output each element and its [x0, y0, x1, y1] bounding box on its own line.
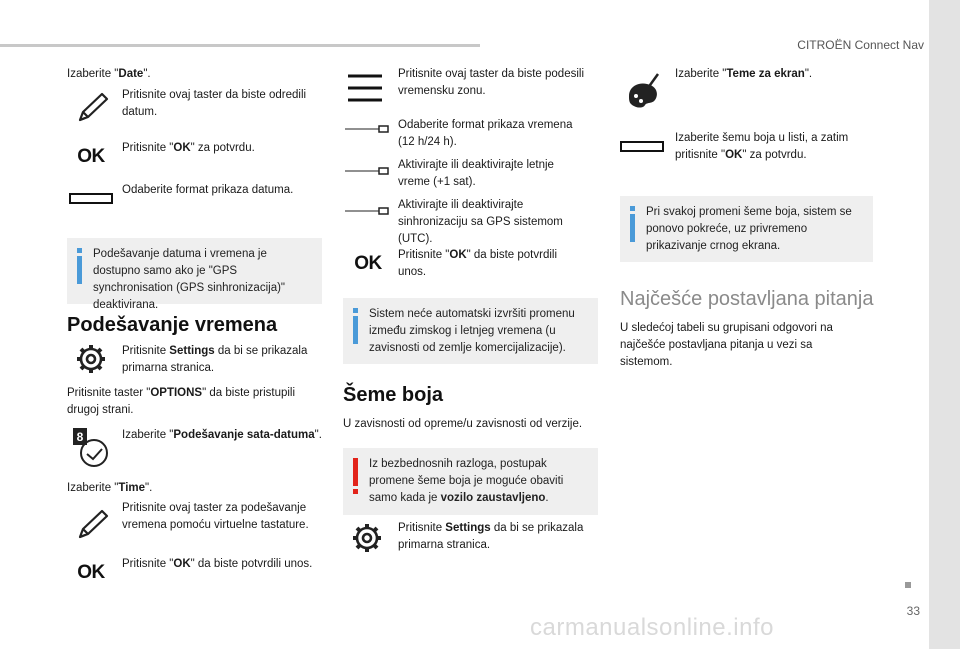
select-date-text: Izaberite "Date".: [67, 68, 151, 80]
section-heading-colors: Šeme boja: [343, 384, 444, 406]
gps-sync-instruction: Aktivirajte ili deaktivirajte sinhronizaciju sa GPS sistemom (UTC).: [398, 199, 563, 245]
gear-icon[interactable]: [349, 521, 385, 555]
info-icon: [353, 308, 363, 362]
select-time-text: Izaberite "Time".: [67, 482, 153, 494]
clock-settings-icon[interactable]: [72, 427, 112, 469]
pen-instruction-time: Pritisnite ovaj taster za podešavanje vremena pomoću virtuelne tastature.: [122, 502, 309, 531]
side-strip: [929, 0, 960, 649]
summer-slider-icon[interactable]: [345, 166, 389, 176]
pen-icon[interactable]: [74, 90, 112, 124]
gear-icon[interactable]: [73, 342, 109, 376]
ok-button-icon[interactable]: OK: [77, 562, 105, 583]
pen-instruction: Pritisnite ovaj taster da biste odredili datum.: [122, 89, 307, 118]
menu-icon[interactable]: [345, 72, 385, 104]
ok-confirm-instruction-2: Pritisnite "OK" da biste potvrdili unos.: [398, 249, 558, 278]
format-toggle-icon[interactable]: [69, 192, 113, 204]
warning-icon: [353, 458, 363, 512]
scheme-info-box: Pri svakoj promeni šeme boja, sistem se ponovo pokreće, uz privremeno prikazivanje crnog ekrana.: [620, 196, 873, 262]
brand-title: CITROËN Connect Nav: [797, 38, 924, 52]
section-heading-time: Podešavanje vremena: [67, 314, 278, 336]
options-instruction: Pritisnite taster "OPTIONS" da biste pristupili drugoj strani.: [67, 387, 296, 416]
page-marker: [905, 582, 911, 588]
select-scheme-instruction: Izaberite šemu boja u listi, a zatim pritisnite "OK" za potvrdu.: [675, 132, 849, 161]
settings-badge: 8: [76, 430, 84, 444]
page-number: 33: [906, 604, 920, 618]
ok-button-icon[interactable]: OK: [354, 253, 382, 274]
pen-icon[interactable]: [74, 507, 112, 541]
format-slider-icon[interactable]: [345, 124, 389, 134]
settings-instruction-2: Pritisnite Settings da bi se prikazala primarna stranica.: [398, 522, 584, 551]
colors-warning-box: Iz bezbednosnih razloga, postupak promene šeme boja je moguće obaviti samo kada je vozilo zaustavljeno.: [343, 448, 598, 515]
date-info-box: Podešavanje datuma i vremena je dostupno samo ako je "GPS synchronisation (GPS sinhronizacija)" deaktivirana.: [67, 238, 322, 304]
watermark: carmanualsonline.info: [530, 614, 774, 641]
section-heading-faq: Najčešće postavljana pitanja: [620, 288, 874, 310]
select-time-settings-text: Izaberite "Podešavanje sata-datuma".: [122, 429, 322, 441]
scheme-list-icon[interactable]: [620, 140, 664, 152]
summer-time-instruction: Aktivirajte ili deaktivirajte letnje vreme (+1 sat).: [398, 159, 554, 188]
gps-slider-icon[interactable]: [345, 206, 389, 216]
settings-instruction: Pritisnite Settings da bi se prikazala primarna stranica.: [122, 345, 308, 374]
ok-button-icon[interactable]: OK: [77, 146, 105, 167]
time-format-instruction: Odaberite format prikaza vremena (12 h/24 h).: [398, 119, 573, 148]
timezone-instruction: Pritisnite ovaj taster da biste podesili vremensku zonu.: [398, 68, 585, 97]
ok-confirm-instruction: Pritisnite "OK" da biste potvrdili unos.: [122, 558, 313, 570]
time-info-box: Sistem neće automatski izvršiti promenu između zimskog i letnjeg vremena (u zavisnosti od zemlje komercijalizacije).: [343, 298, 598, 364]
header-rule: [0, 44, 480, 47]
palette-icon[interactable]: [624, 72, 664, 112]
info-icon: [630, 206, 640, 260]
ok-instruction: Pritisnite "OK" za potvrdu.: [122, 142, 255, 154]
faq-intro: U sledećoj tabeli su grupisani odgovori na najčešće postavljana pitanja u vezi sa sistemom.: [620, 322, 833, 368]
info-icon: [77, 248, 87, 302]
select-theme-text: Izaberite "Teme za ekran".: [675, 68, 813, 80]
format-instruction: Odaberite format prikaza datuma.: [122, 184, 294, 196]
colors-intro: U zavisnosti od opreme/u zavisnosti od verzije.: [343, 418, 583, 430]
